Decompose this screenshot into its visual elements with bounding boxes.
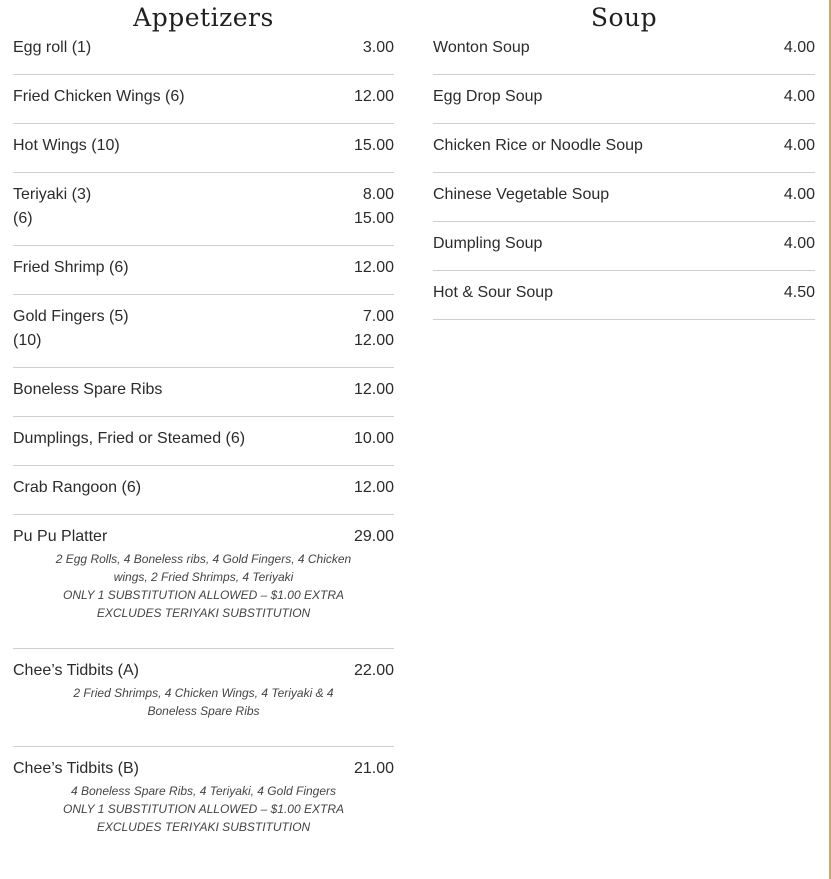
menu-item-price: 12.00 <box>353 259 394 276</box>
menu-item-name: Chee’s Tidbits (B) <box>13 760 139 777</box>
appetizer-item <box>13 134 394 173</box>
menu-item-row <box>13 85 394 109</box>
menu-item-row <box>13 183 394 207</box>
appetizer-item <box>13 256 394 295</box>
menu-item-row <box>433 85 815 109</box>
appetizers-heading: Appetizers <box>133 3 274 32</box>
menu-item-row <box>433 134 815 158</box>
menu-item-row <box>433 36 815 60</box>
menu-item-name: Chinese Vegetable Soup <box>433 186 610 203</box>
appetizer-item <box>13 476 394 515</box>
menu-item-row <box>13 476 394 500</box>
menu-item-name: Wonton Soup <box>433 39 530 56</box>
menu-item-description <box>53 684 354 720</box>
appetizer-item <box>13 183 394 246</box>
menu-item-name: Pu Pu Platter <box>13 528 108 545</box>
menu-item-price: 21.00 <box>353 760 394 777</box>
description-line: 2 Fried Shrimps, 4 Chicken Wings, 4 Teriyaki & 4 Boneless Spare Ribs <box>73 686 334 718</box>
description-line: EXCLUDES TERIYAKI SUBSTITUTION <box>96 820 311 834</box>
appetizer-item <box>13 757 394 862</box>
menu-item-row <box>13 427 394 451</box>
menu-item-price: 12.00 <box>353 88 394 105</box>
menu-item-row-alt-size <box>13 329 394 353</box>
menu-item-row <box>433 183 815 207</box>
menu-item-price: 7.00 <box>362 308 394 325</box>
soup-section <box>433 0 815 330</box>
appetizer-item <box>13 36 394 75</box>
soup-item <box>433 85 815 124</box>
menu-item-price: 4.00 <box>783 235 815 252</box>
menu-item-row <box>13 256 394 280</box>
menu-item-size: (10) <box>13 332 42 349</box>
menu-item-name: Chicken Rice or Noodle Soup <box>433 137 643 154</box>
soup-item <box>433 134 815 173</box>
menu-item-description <box>53 550 354 622</box>
menu-item-row <box>433 281 815 305</box>
menu-item-description <box>53 782 354 836</box>
menu-item-price: 29.00 <box>353 528 394 545</box>
menu-item-name: Dumplings, Fried or Steamed (6) <box>13 430 246 447</box>
menu-item-name: Fried Chicken Wings (6) <box>13 88 185 105</box>
menu-item-name: Boneless Spare Ribs <box>13 381 163 398</box>
menu-item-name: Dumpling Soup <box>433 235 543 252</box>
menu-item-price: 22.00 <box>353 662 394 679</box>
menu-item-price: 4.00 <box>783 88 815 105</box>
appetizers-list <box>13 36 394 862</box>
menu-item-name: Egg roll (1) <box>13 39 92 56</box>
menu-item-price: 4.50 <box>783 284 815 301</box>
menu-item-price: 4.00 <box>783 39 815 56</box>
description-line: 2 Egg Rolls, 4 Boneless ribs, 4 Gold Fingers, 4 Chicken wings, 2 Fried Shrimps, 4 Teriyaki <box>55 552 352 584</box>
soup-item <box>433 232 815 271</box>
appetizer-item <box>13 305 394 368</box>
menu-item-size-price: 15.00 <box>353 210 394 227</box>
menu-item-price: 4.00 <box>783 137 815 154</box>
menu-item-row <box>13 134 394 158</box>
appetizer-item <box>13 659 394 747</box>
menu-item-row <box>433 232 815 256</box>
menu-item-price: 3.00 <box>362 39 394 56</box>
menu-item-price: 12.00 <box>353 381 394 398</box>
menu-item-price: 4.00 <box>783 186 815 203</box>
menu-item-name: Hot & Sour Soup <box>433 284 554 301</box>
appetizer-item <box>13 525 394 649</box>
menu-item-name: Teriyaki (3) <box>13 186 92 203</box>
soup-item <box>433 183 815 222</box>
menu-item-row-alt-size <box>13 207 394 231</box>
menu-item-size-price: 12.00 <box>353 332 394 349</box>
menu-item-row <box>13 525 394 549</box>
appetizer-item <box>13 85 394 124</box>
menu-item-row <box>13 305 394 329</box>
soup-item <box>433 36 815 75</box>
appetizers-section <box>13 0 394 872</box>
menu-item-row <box>13 36 394 60</box>
appetizer-item <box>13 378 394 417</box>
appetizer-item <box>13 427 394 466</box>
soup-heading: Soup <box>590 3 658 32</box>
menu-item-name: Crab Rangoon (6) <box>13 479 142 496</box>
menu-item-name: Fried Shrimp (6) <box>13 259 129 276</box>
description-line: EXCLUDES TERIYAKI SUBSTITUTION <box>96 606 311 620</box>
menu-item-row <box>13 659 394 683</box>
description-line: 4 Boneless Spare Ribs, 4 Teriyaki, 4 Gold Fingers <box>70 784 337 798</box>
menu-item-name: Chee’s Tidbits (A) <box>13 662 139 679</box>
description-line: ONLY 1 SUBSTITUTION ALLOWED – $1.00 EXTRA <box>63 588 344 602</box>
menu-item-row <box>13 378 394 402</box>
menu-item-price: 15.00 <box>353 137 394 154</box>
menu-item-price: 8.00 <box>362 186 394 203</box>
menu-item-price: 10.00 <box>353 430 394 447</box>
menu-item-name: Hot Wings (10) <box>13 137 120 154</box>
menu-item-name: Egg Drop Soup <box>433 88 543 105</box>
menu-item-name: Gold Fingers (5) <box>13 308 129 325</box>
menu-item-size: (6) <box>13 210 33 227</box>
soup-item <box>433 281 815 320</box>
menu-item-row <box>13 757 394 781</box>
description-line: ONLY 1 SUBSTITUTION ALLOWED – $1.00 EXTRA <box>63 802 344 816</box>
menu-item-price: 12.00 <box>353 479 394 496</box>
soup-list <box>433 36 815 320</box>
